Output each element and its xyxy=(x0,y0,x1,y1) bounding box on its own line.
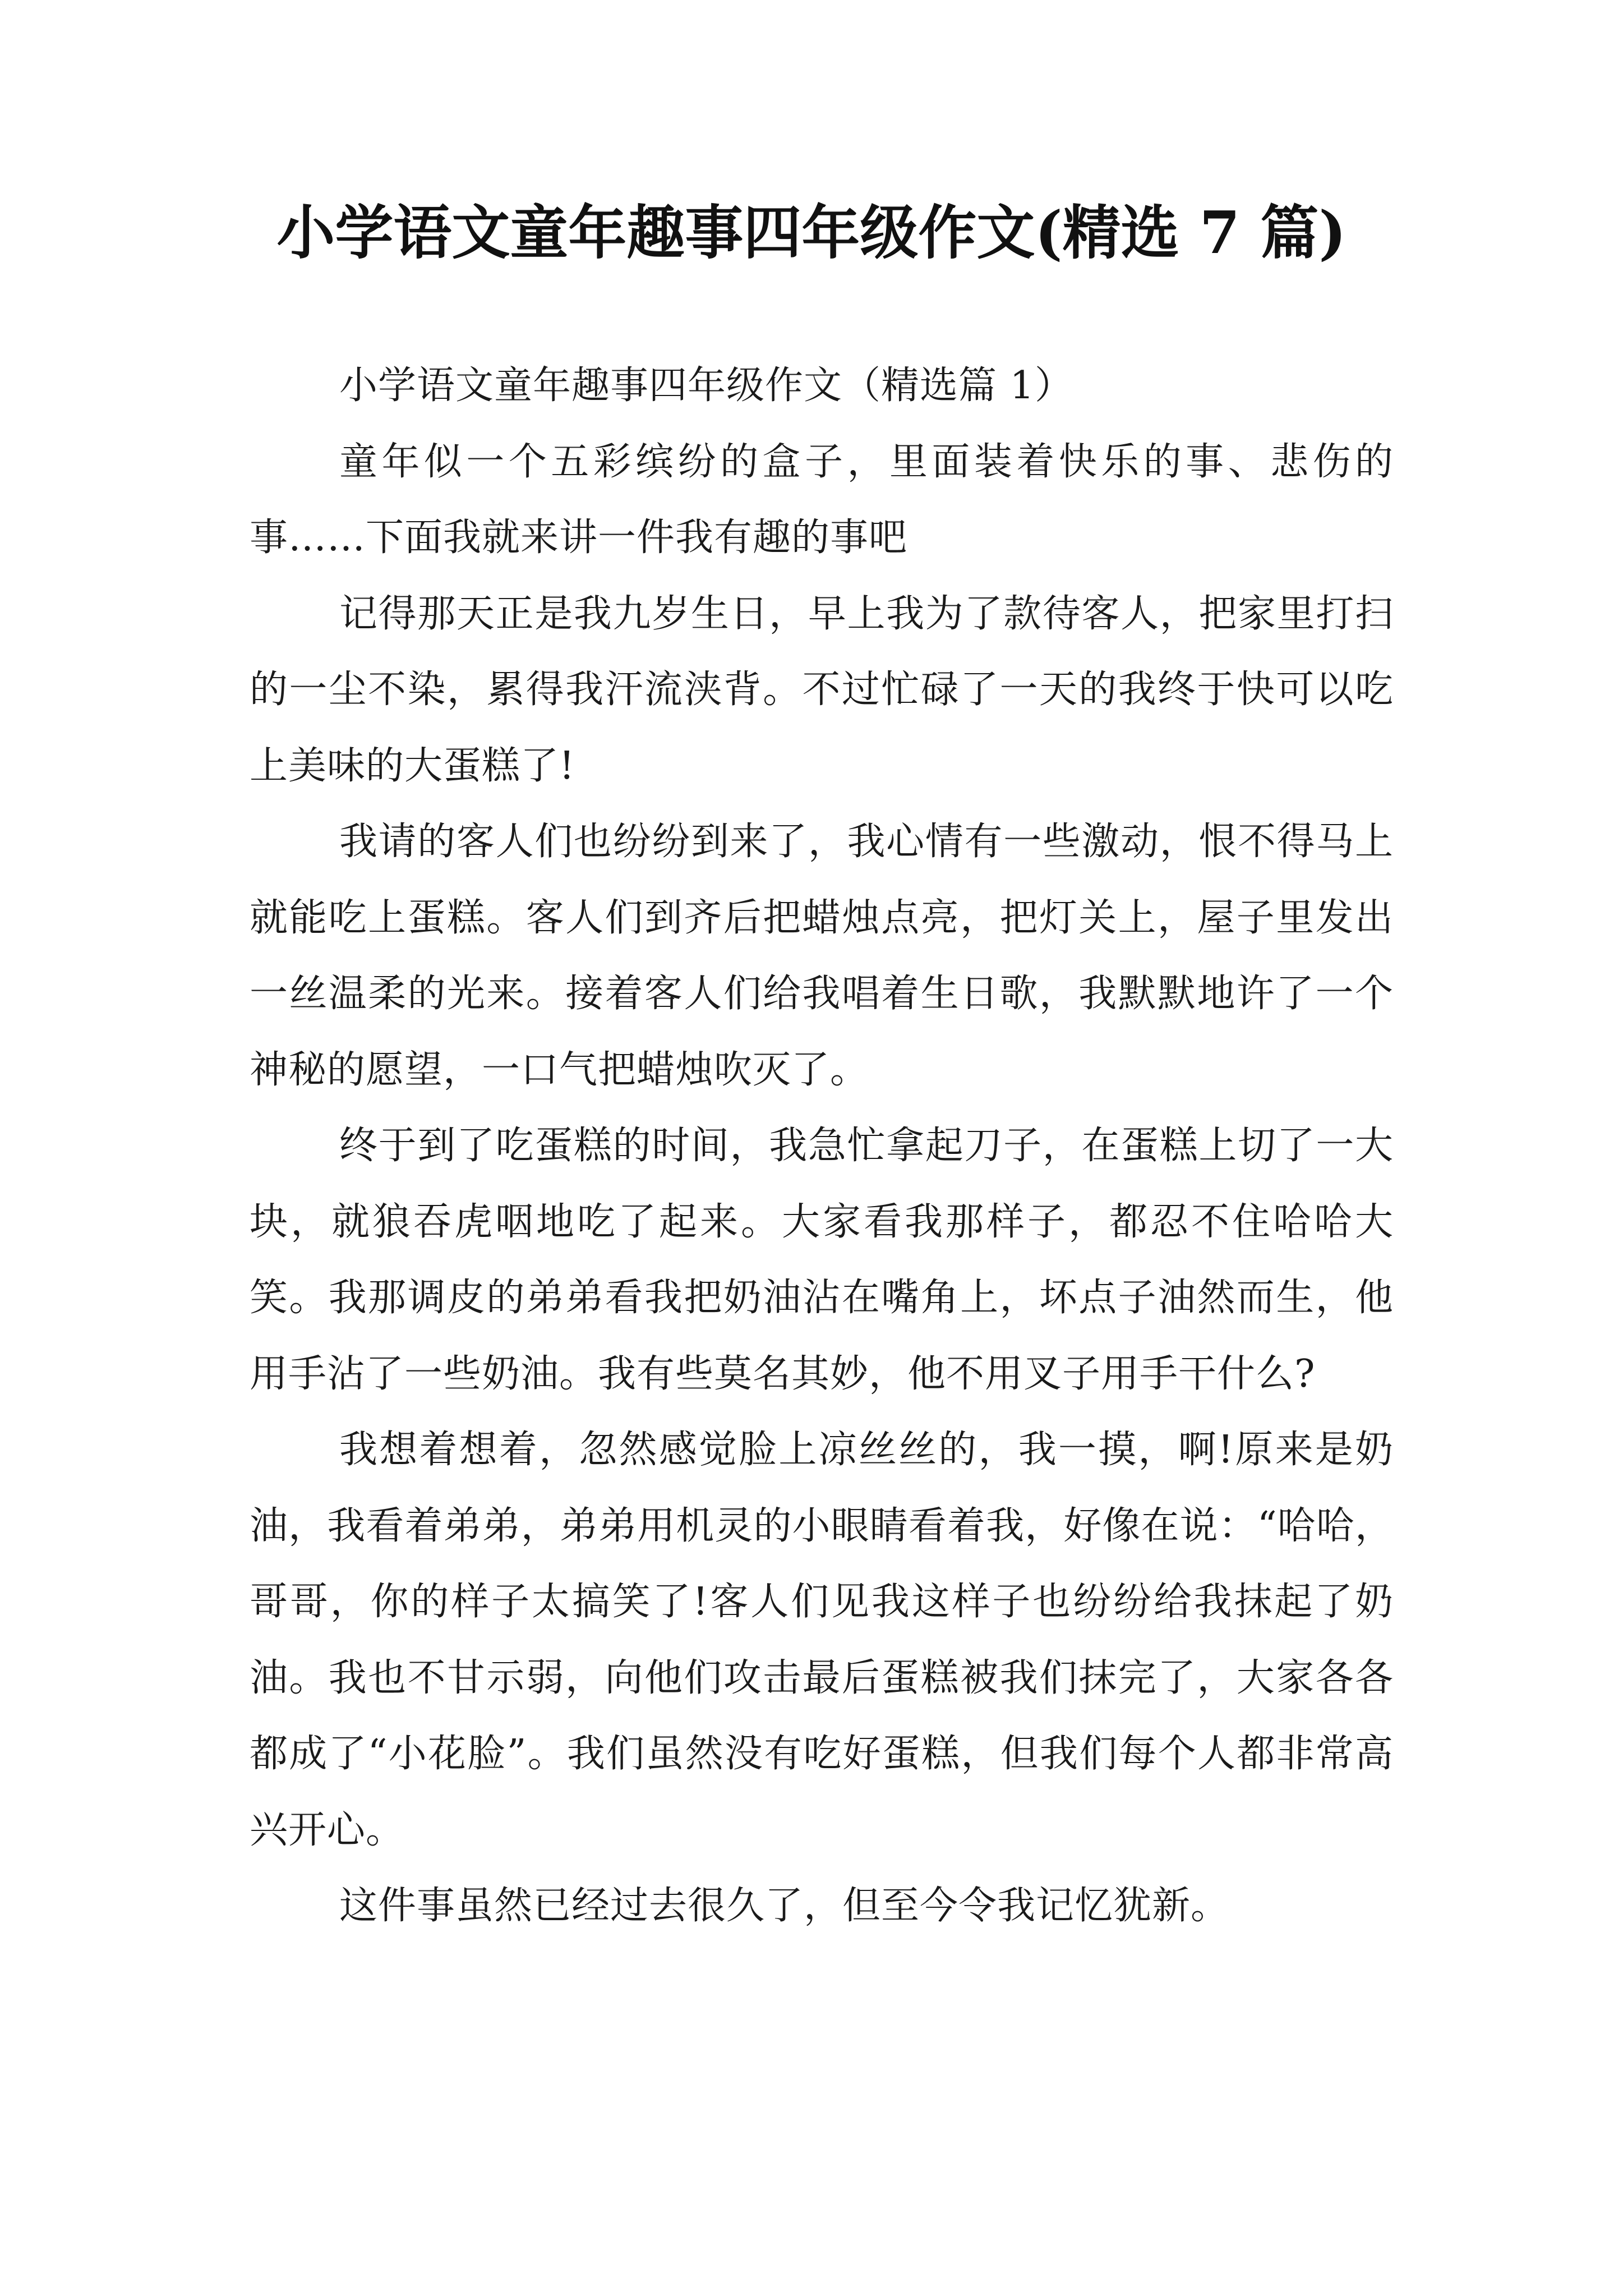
paragraph: 记得那天正是我九岁生日，早上我为了款待客人，把家里打扫的一尘不染，累得我汗流浃背。不过忙碌了一天的我终于快可以吃上美味的大蛋糕了! xyxy=(250,591,1394,788)
paragraph: 童年似一个五彩缤纷的盒子，里面装着快乐的事、悲伤的事……下面我就来讲一件我有趣的事吧 xyxy=(250,439,1394,560)
paragraph: 终于到了吃蛋糕的时间，我急忙拿起刀子，在蛋糕上切了一大块，就狼吞虎咽地吃了起来。大家看我那样子，都忍不住哈哈大笑。我那调皮的弟弟看我把奶油沾在嘴角上，坏点子油然而生，他用手沾了一些奶油。我有些莫名其妙，他不用叉子用手干什么? xyxy=(250,1124,1394,1396)
section-heading: 小学语文童年趣事四年级作文（精选篇 1） xyxy=(339,364,1073,408)
paragraph: 我想着想着，忽然感觉脸上凉丝丝的，我一摸，啊!原来是奶油，我看着弟弟，弟弟用机灵的小眼睛看着我，好像在说：“哈哈，哥哥，你的样子太搞笑了!客人们见我这样子也纷纷给我抹起了奶油。我也不甘示弱，向他们攻击最后蛋糕被我们抹完了，大家各各都成了“小花脸”。我们虽然没有吃好蛋糕，但我们每个人都非常高兴开心。 xyxy=(250,1428,1394,1852)
paragraph: 我请的客人们也纷纷到来了，我心情有一些激动，恨不得马上就能吃上蛋糕。客人们到齐后把蜡烛点亮，把灯关上，屋子里发出一丝温柔的光来。接着客人们给我唱着生日歌，我默默地许了一个神秘的愿望，一口气把蜡烛吹灭了。 xyxy=(250,820,1394,1092)
paragraph: 这件事虽然已经过去很久了，但至今令我记忆犹新。 xyxy=(339,1884,1230,1928)
document-body xyxy=(250,348,1394,1944)
document-title: 小学语文童年趣事四年级作文(精选 7 篇) xyxy=(276,198,1347,267)
